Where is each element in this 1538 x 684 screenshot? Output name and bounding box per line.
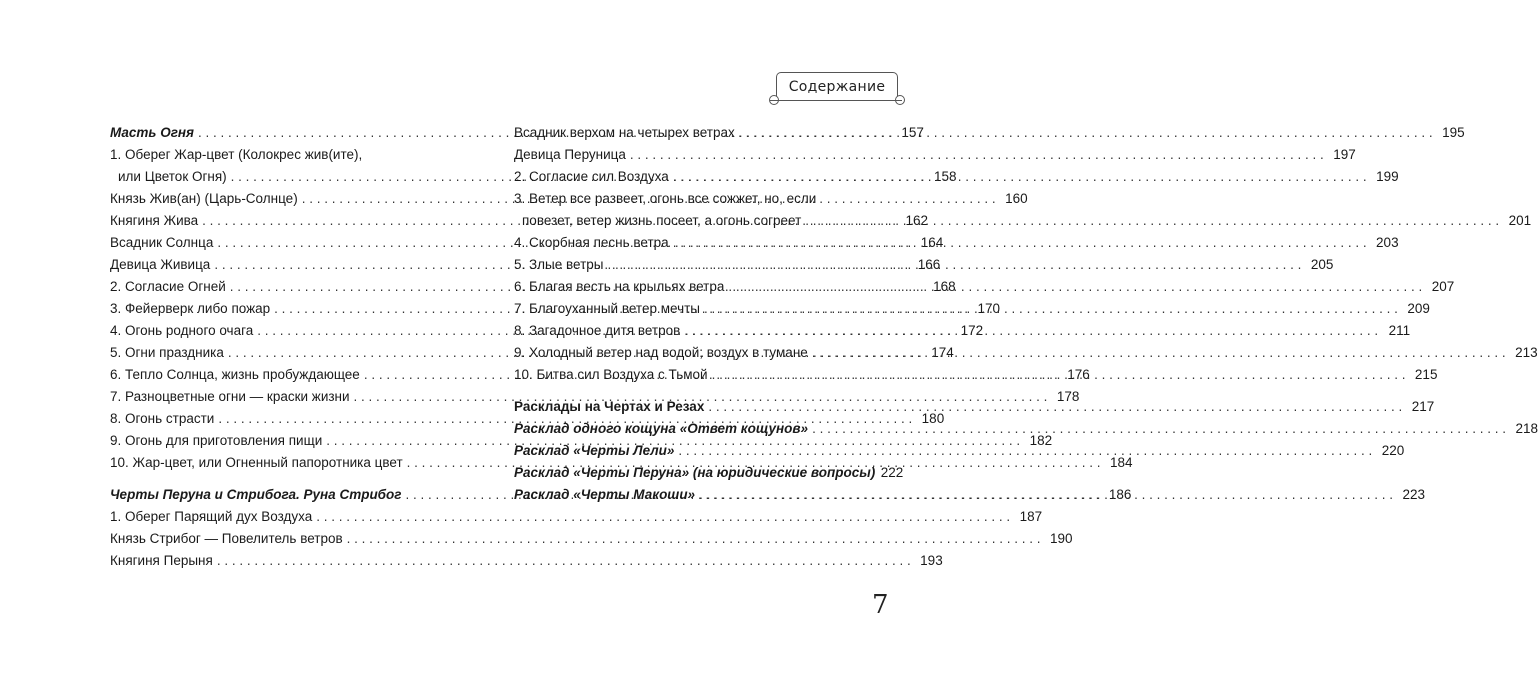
toc-entry-title: 7. Разноцветные огни — краски жизни [110,389,350,404]
toc-entry-page: 218 [1515,421,1538,436]
toc-entry-title: 3. Фейерверк либо пожар [110,301,271,316]
toc-entry-page: 166 [917,257,941,272]
toc-entry-title: 5. Огни праздника [110,345,224,360]
toc-entry-title: Расклады на Чертах и Резах [514,399,705,414]
toc-entry-page: 160 [1005,191,1028,206]
toc-entry-page: 215 [1414,367,1438,382]
toc-entry-title: Князь Стрибог — Повелитель ветров [110,531,343,546]
toc-entry-title: Князь Жив(ан) (Царь-Солнце) [110,191,298,206]
toc-entry-title: 8. Огонь страсти [110,411,215,426]
toc-entry-page: 164 [920,235,944,250]
toc-entry-title: Девица Перуница [514,147,626,162]
dot-leader [812,342,1506,364]
toc-entry-title: Всадник верхом на четырех ветрах [514,125,735,140]
toc-entry-title: 4. Огонь родного очага [110,323,254,338]
toc-entry-title: 6. Тепло Солнца, жизнь пробуждающее [110,367,360,382]
toc-entry-page: 205 [1310,257,1334,272]
toc-entry-title: 6. Благая весть на крыльях ветра [514,279,725,294]
dot-leader [728,276,1422,298]
toc-entry-page: 186 [1108,487,1132,502]
section-header-tab [776,72,898,101]
toc-entry-page: 158 [934,169,957,184]
toc-entry-page: 182 [1029,433,1053,448]
toc-entry[interactable] [110,528,1073,550]
toc-entry-page: 162 [905,213,929,228]
toc-entry-page: 170 [977,301,1001,316]
toc-entry[interactable] [514,462,904,484]
dot-leader [673,166,1367,188]
toc-entry-title: Княгиня Перыня [110,553,213,568]
toc-entry-page: 187 [1019,509,1043,524]
toc-entry-page: 207 [1431,279,1455,294]
dot-leader [812,418,1506,440]
toc-entry-page: 176 [1067,367,1090,382]
toc-entry-page: 193 [920,553,943,568]
toc-entry-page: 197 [1333,147,1356,162]
toc-entry-title: 5. Злые ветры [514,257,604,272]
toc-entry-page: 178 [1056,389,1080,404]
toc-entry-title-line1: 1. Оберег Жар-цвет (Колокрес жив(ите), [110,147,363,162]
toc-entry-title: Всадник Солнца [110,235,214,250]
dot-leader [699,484,1393,506]
toc-entry-title: Масть Огня [110,125,195,140]
toc-entry-page: 211 [1388,323,1411,338]
toc-entry-title: 10. Битва сил Воздуха с Тьмой [514,367,708,382]
dot-leader [673,232,1367,254]
toc-entry-page: 174 [931,345,954,360]
toc-entry-page: 157 [901,125,924,140]
toc-entry[interactable] [514,144,1356,166]
dot-leader [684,320,1378,342]
toc-entry-page: 199 [1376,169,1399,184]
toc-entry-page: 195 [1442,125,1465,140]
dot-leader [316,506,1010,528]
toc-entry[interactable] [110,506,1043,528]
toc-entry-title: Расклад одного кощуна «Ответ кощунов» [514,421,809,436]
dot-leader [712,364,1406,386]
toc-entry-title: Расклад «Черты Лели» [514,443,675,458]
toc-entry-title: 2. Согласие сил Воздуха [514,169,669,184]
dot-leader [805,210,1499,232]
toc-entry-title: повезет, ветер жизнь посеет, а огонь согреет [522,213,802,228]
toc-entry-page: 190 [1050,531,1073,546]
toc-entry-page: 223 [1402,487,1425,502]
toc-entry-title: Расклад «Черты Перуна» (на юридические вопросы) [514,465,876,480]
header-rule [770,100,902,101]
dot-leader [607,254,1301,276]
toc-entry-title: Княгиня Жива [110,213,199,228]
dot-leader [217,550,911,572]
toc-entry-page: 180 [921,411,945,426]
toc-entry-title: 10. Жар-цвет, или Огненный папоротника цвет [110,455,403,470]
dot-leader [708,396,1402,418]
toc-entry-title: или Цветок Огня) [118,169,227,184]
dot-leader [630,144,1324,166]
section-gap [110,474,486,484]
toc-entry-page: 222 [880,465,904,480]
toc-entry-page: 220 [1381,443,1405,458]
page-number: 7 [872,590,889,620]
dot-leader [678,440,1372,462]
dot-leader [739,122,1433,144]
toc-entry-title: 7. Благоуханный ветер мечты [514,301,700,316]
toc-entry[interactable] [110,550,943,572]
toc-entry-page: 184 [1110,455,1133,470]
toc-entry-page: 168 [933,279,956,294]
toc-entry-title: 9. Огонь для приготовления пищи [110,433,323,448]
toc-entry-title-line1: 3. Ветер все развеет, огонь все сожжет, но, если [514,191,817,206]
toc-entry-title: Черты Перуна и Стрибога. Руна Стрибог [110,487,402,502]
toc-entry-title: 2. Согласие Огней [110,279,226,294]
toc-entry-title: 1. Оберег Парящий дух Воздуха [110,509,313,524]
toc-entry-page: 213 [1515,345,1538,360]
toc-entry-page: 201 [1508,213,1532,228]
toc-entry-title: 9. Холодный ветер над водой; воздух в тумане [514,345,808,360]
toc-entry-page: 209 [1407,301,1430,316]
toc-entry-page: 217 [1411,399,1435,414]
toc-entry-title: Расклад «Черты Макоши» [514,487,696,502]
toc-entry-page: 172 [960,323,984,338]
dot-leader [347,528,1041,550]
toc-entry-page: 203 [1376,235,1399,250]
toc-entry-title: Девица Живица [110,257,211,272]
section-header-title: Содержание [788,79,886,95]
dot-leader [704,298,1398,320]
toc-entry-title: 8. Загадочное дитя ветров [514,323,681,338]
toc-entry-title: 4. Скорбная песнь ветра [514,235,669,250]
section-gap [514,386,894,396]
